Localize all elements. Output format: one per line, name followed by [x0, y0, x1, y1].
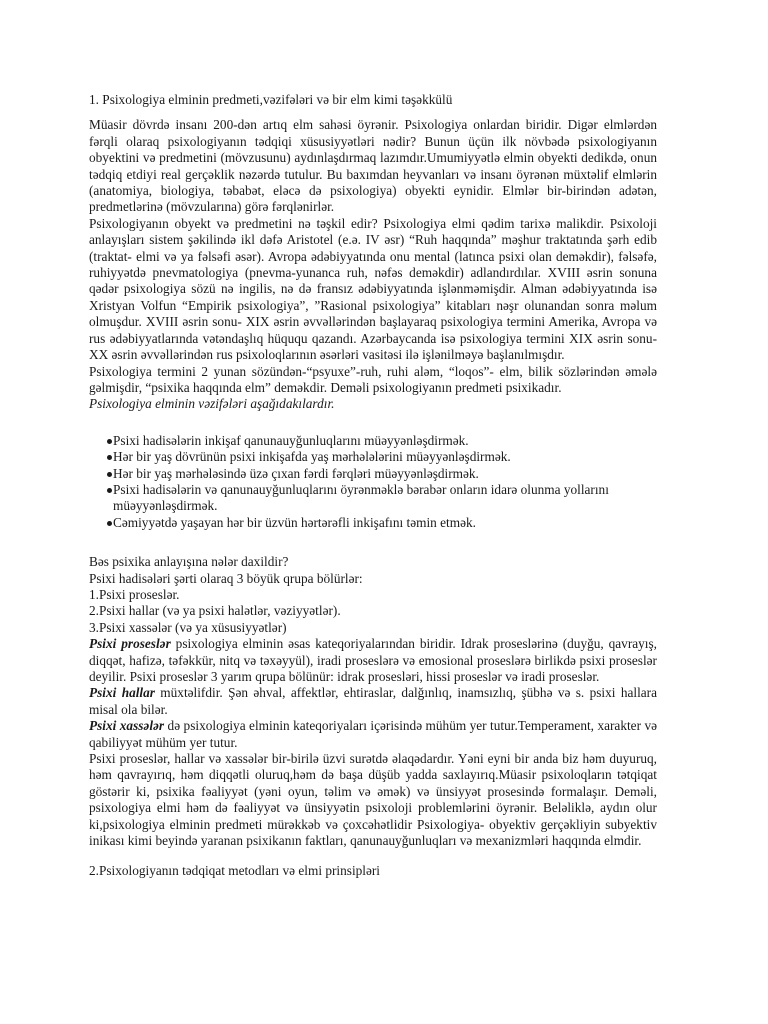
list-item-text: Psixi hadisələrin inkişaf qanunauyğunluqlarını müəyyənləşdirmək. — [113, 432, 469, 448]
intro-paragraph: Psixologiyanın obyekt və predmetini nə təşkil edir? Psixologiya elmi qədim tarixə malikdir. Psixoloji anlayışları sistem şəkilində ikl dəfə Aristotel (e.ə. IV əsr) “Ruh haqqında” məşhur traktatında şərh edib (traktat- elmi və ya fəlsəfi əsər). Avropa ədəbiyyatında onu mental (latınca psixi olan deməkdir), fəlsəfə, ruhiyyətdə pnevmatologiya (pnevma-yunanca ruh, nəfəs deməkdir) adlandırdılar. XVIII əsrin sonuna qədər psixologiya sözü nə ingilis, nə də fransız ədəbiyyatında işlənməmişdir. Alman ədəbiyyatında isə Xristyan Volfun “Empirik psixologiya”, ”Rasional psixologiya” kitabları nəşr olunandan sonra məlum olmuşdur. XVIII əsrin sonu- XIX əsrin əvvəllərindən başlayaraq psixologiya termini Amerika, Avropa və rus ədəbiyyatlarında vətəndaşlıq hüququ qazandı. Azərbaycanda isə psixologiya termini XIX əsrin sonu-XX əsrin əvvəllərindən rus psixoloqlarının əsərləri vasitəsi ilə işlənilməyə başlanılmışdır. — [89, 215, 657, 363]
list-item-text: Cəmiyyətdə yaşayan hər bir üzvün hərtərəfli inkişafını təmin etmək. — [113, 514, 476, 530]
tasks-list — [89, 433, 657, 531]
bullet-icon — [107, 521, 112, 526]
tasks-intro: Psixologiya elminin vəzifələri aşağıdakılardır. — [89, 396, 335, 412]
bullet-icon — [107, 455, 112, 460]
processes-text: psixologiya elminin əsas kateqoriyalarından biridir. Idrak proseslərinə (duyğu, qavrayış, diqqət, hafizə, təfəkkür, nitq və təxəyyül), iradi proseslərə və emosional proseslərə birlikdə psixi proseslər deyilir. Psixi proseslər 3 yarım qrupa bölünür: idrak prosesləri, hissi proseslər və iradi proseslər. — [89, 636, 657, 684]
list-item — [89, 466, 657, 482]
section-heading-2: 2.Psixologiyanın tədqiqat metodları və elmi prinsipləri — [89, 863, 381, 879]
states-term: Psixi hallar — [89, 685, 155, 701]
bullet-icon — [107, 472, 112, 477]
list-item-text: Hər bir yaş mərhələsində üzə çıxan fərdi fərqləri müəyyənləşdirmək. — [113, 465, 479, 481]
question-line: Bəs psixika anlayışına nələr daxildir? — [89, 554, 289, 570]
section-heading-1: 1. Psixologiya elminin predmeti,vəzifələri və bir elm kimi təşəkkülü — [89, 92, 453, 107]
groups-intro: Psixi hadisələri şərti olaraq 3 böyük qrupa bölürlər: — [89, 570, 363, 586]
properties-term: Psixi xassələr — [89, 718, 165, 734]
properties-text: də psixologiya elminin kateqoriyaları içərisində mühüm yer tutur.Temperament, xarakter və qabiliyyət mühüm yer tutur. — [89, 718, 657, 750]
processes-paragraph — [89, 636, 657, 685]
list-item-text: Hər bir yaş dövrünün psixi inkişafda yaş mərhələlərini müəyyənləşdirmək. — [113, 449, 511, 465]
properties-paragraph — [89, 718, 657, 751]
group-item: 1.Psixi proseslər. — [89, 586, 180, 602]
list-item — [89, 449, 657, 465]
intro-paragraph: Psixologiya termini 2 yunan sözündən-“psyuxe”-ruh, ruhi aləm, “loqos”- elm, bilik sözlərindən əmələ gəlmişdir, “psixika haqqında elm” deməkdir. Deməli psixologiyanın predmeti psixikadır. — [89, 363, 657, 395]
bullet-icon — [107, 439, 112, 444]
document-body — [89, 92, 657, 880]
bullet-icon — [107, 488, 112, 493]
processes-term: Psixi proseslər — [89, 636, 171, 652]
states-text: müxtəlifdir. Şən əhval, affektlər, ehtiraslar, dalğınlıq, inamsızlıq, şübhə və s. psixi hallara misal ola bilər. — [89, 685, 657, 717]
list-item-text: Psixi hadisələrin və qanunauyğunluqlarını öyrənməklə bərabər onların idarə olunma yollarını müəyyənləşdirmək. — [113, 481, 609, 514]
group-item: 2.Psixi hallar (və ya psixi halətlər, vəziyyətlər). — [89, 603, 341, 619]
closing-paragraph: Psixi proseslər, hallar və xassələr bir-birilə üzvi surətdə əlaqədardır. Yəni eyni bir anda biz həm duyuruq, həm qavrayırıq, həm diqqətli oluruq,həm də başa düşüb yadda saxlayırıq.Müasir psixoloqların tətqiqat göstərir ki, psixika fəaliyyət (yəni oyun, təlim və əmək) və ünsiyyət prosesində formalaşır. Deməli, psixologiya elmi həm də fəaliyyət və ünsiyyətin psixoloji problemlərini öyrənir. Beləliklə, aydın olur ki,psixologiya elminin predmeti mürəkkəb və çoxcəhətlidir Psixologiya- obyektiv gerçəkliyin subyektiv inikası kimi beyində yaranan psixikanın faktları, qanunauyğunluqları və mexanizmləri haqqında elmdir. — [89, 751, 657, 849]
list-item — [89, 482, 657, 515]
intro-paragraph: Müasir dövrdə insanı 200-dən artıq elm sahəsi öyrənir. Psixologiya onlardan biridir. Digər elmlərdən fərqli olaraq psixologiyanın tədqiqi xüsusiyyətləri nədir? Bunun üçün ilk növbədə psixologiyanın obyektini və predmetini (mövzusunu) aydınlaşdırmaq lazımdır.Umumiyyətlə elmin obyekti dedikdə, onun tədqiq etdiyi real gerçəklik nəzərdə tutulur. Bu baxımdan heyvanları və insanı öyrənən müxtəlif elmlərin (anatomiya, biologiya, təbabət, eləcə də psixologiya) obyekti eynidir. Elmlər bir-birindən adətən, predmetlərinə (mövzularına) görə fərqlənirlər. — [89, 117, 657, 215]
list-item — [89, 433, 657, 449]
states-paragraph — [89, 685, 657, 718]
group-item: 3.Psixi xassələr (və ya xüsusiyyətlər) — [89, 619, 287, 635]
list-item — [89, 515, 657, 531]
